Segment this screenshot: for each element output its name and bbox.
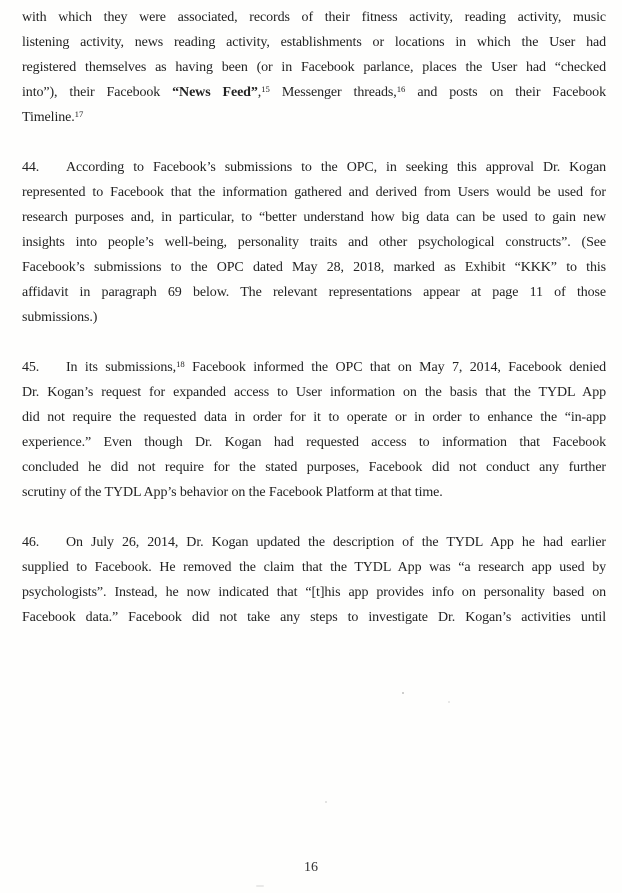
scan-speck xyxy=(325,801,327,803)
paragraph-44 xyxy=(22,155,606,330)
text-line: with which they were associated, records of their fitness activity, reading activity, music xyxy=(22,10,606,25)
page-number: 16 xyxy=(304,860,318,875)
text-line: represented to Facebook that the information gathered and derived from Users would be used for xyxy=(22,185,606,200)
paragraph-continuation xyxy=(22,5,606,130)
text-line: did not require the requested data in order for it to operate or in order to enhance the “in-app xyxy=(22,410,606,425)
text-line: into”), their Facebook “News Feed”,$^{15}$ Messenger threads,$^{16}$ and posts on their Facebook xyxy=(22,84,606,100)
text-line: Facebook data.” Facebook did not take any steps to investigate Dr. Kogan’s activities until xyxy=(22,610,606,625)
text-line: psychologists”. Instead, he now indicated that “[t]his app provides info on personality based on xyxy=(22,585,606,600)
text-line: 44. According to Facebook’s submissions to the OPC, in seeking this approval Dr. Kogan xyxy=(22,155,606,180)
text-line: Facebook’s submissions to the OPC dated May 28, 2018, marked as Exhibit “KKK” to this xyxy=(22,260,606,275)
paragraph-number: 46. xyxy=(22,535,40,550)
text-line: 46. On July 26, 2014, Dr. Kogan updated the description of the TYDL App he had earlier xyxy=(22,530,606,555)
text-line: registered themselves as having been (or in Facebook parlance, places the User had “checked xyxy=(22,60,606,75)
text-line: 45. In its submissions,$^{18}$ Facebook informed the OPC that on May 7, 2014, Facebook denied xyxy=(22,355,606,380)
scan-speck xyxy=(448,701,450,703)
text-line: Dr. Kogan’s request for expanded access to User information on the basis that the TYDL App xyxy=(22,385,606,400)
paragraph-number: 44. xyxy=(22,160,40,175)
text-line: listening activity, news reading activity, establishments or locations in which the User had xyxy=(22,35,606,50)
text-line: supplied to Facebook. He removed the claim that the TYDL App was “a research app used by xyxy=(22,560,606,575)
document-body xyxy=(22,5,606,655)
scan-smudge xyxy=(256,885,264,887)
text-line: experience.” Even though Dr. Kogan had requested access to information that Facebook xyxy=(22,435,606,450)
text-line: Timeline.$^{17}$ xyxy=(22,109,84,125)
paragraph-number: 45. xyxy=(22,360,40,375)
text-line: submissions.) xyxy=(22,310,98,325)
text-line: insights into people’s well-being, personality traits and other psychological constructs”. (See xyxy=(22,235,606,250)
text-line: scrutiny of the TYDL App’s behavior on the Facebook Platform at that time. xyxy=(22,485,443,500)
scan-speck xyxy=(402,692,404,694)
text-line: research purposes and, in particular, to “better understand how big data can be used to gain new xyxy=(22,210,606,225)
text-line: concluded he did not require for the stated purposes, Facebook did not conduct any further xyxy=(22,460,606,475)
paragraph-46 xyxy=(22,530,606,630)
text-line: affidavit in paragraph 69 below. The relevant representations appear at page 11 of those xyxy=(22,285,606,300)
paragraph-45 xyxy=(22,355,606,505)
